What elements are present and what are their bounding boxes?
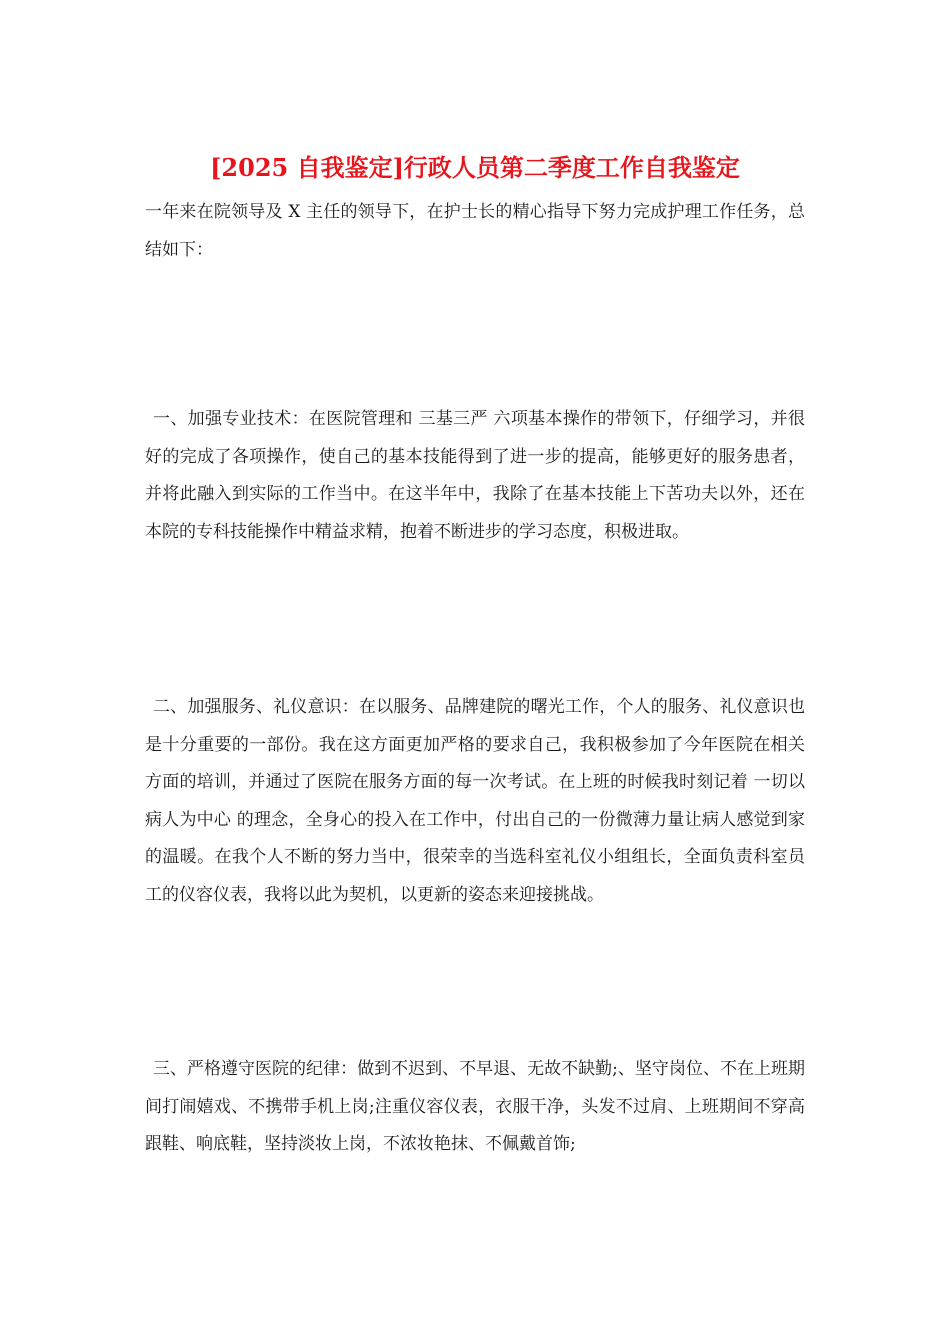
document-title: [2025 自我鉴定]行政人员第二季度工作自我鉴定 bbox=[210, 153, 740, 182]
intro-paragraph: 一年来在院领导及 X 主任的领导下，在护士长的精心指导下努力完成护理工作任务，总结如下： bbox=[145, 202, 805, 260]
section-two-paragraph: 二、加强服务、礼仪意识：在以服务、品牌建院的曙光工作，个人的服务、礼仪意识也是十分重要的一部份。我在这方面更加严格的要求自己，我积极参加了今年医院在相关方面的培训，并通过了医院在服务方面的每一次考试。在上班的时候我时刻记着 一切以病人为中心 的理念，全身心的投入在工作中，付出自己的一份微薄力量让病人感觉到家的温暖。在我个人不断的努力当中，很荣幸的当选科室礼仪小组组长，全面负责科室员工的仪容仪表，我将以此为契机，以更新的姿态来迎接挑战。 bbox=[145, 697, 805, 905]
section-one-paragraph: 一、加强专业技术：在医院管理和 三基三严 六项基本操作的带领下，仔细学习，并很好的完成了各项操作，使自己的基本技能得到了进一步的提高，能够更好的服务患者，并将此融入到实际的工作当中。在这半年中，我除了在基本技能上下苦功夫以外，还在本院的专科技能操作中精益求精，抱着不断进步的学习态度，积极进取。 bbox=[145, 409, 805, 542]
section-three-paragraph: 三、严格遵守医院的纪律：做到不迟到、不早退、无故不缺勤;、坚守岗位、不在上班期间打闹嬉戏、不携带手机上岗;注重仪容仪表，衣服干净，头发不过肩、上班期间不穿高跟鞋、响底鞋，坚持淡妆上岗，不浓妆艳抹、不佩戴首饰; bbox=[145, 1059, 805, 1154]
